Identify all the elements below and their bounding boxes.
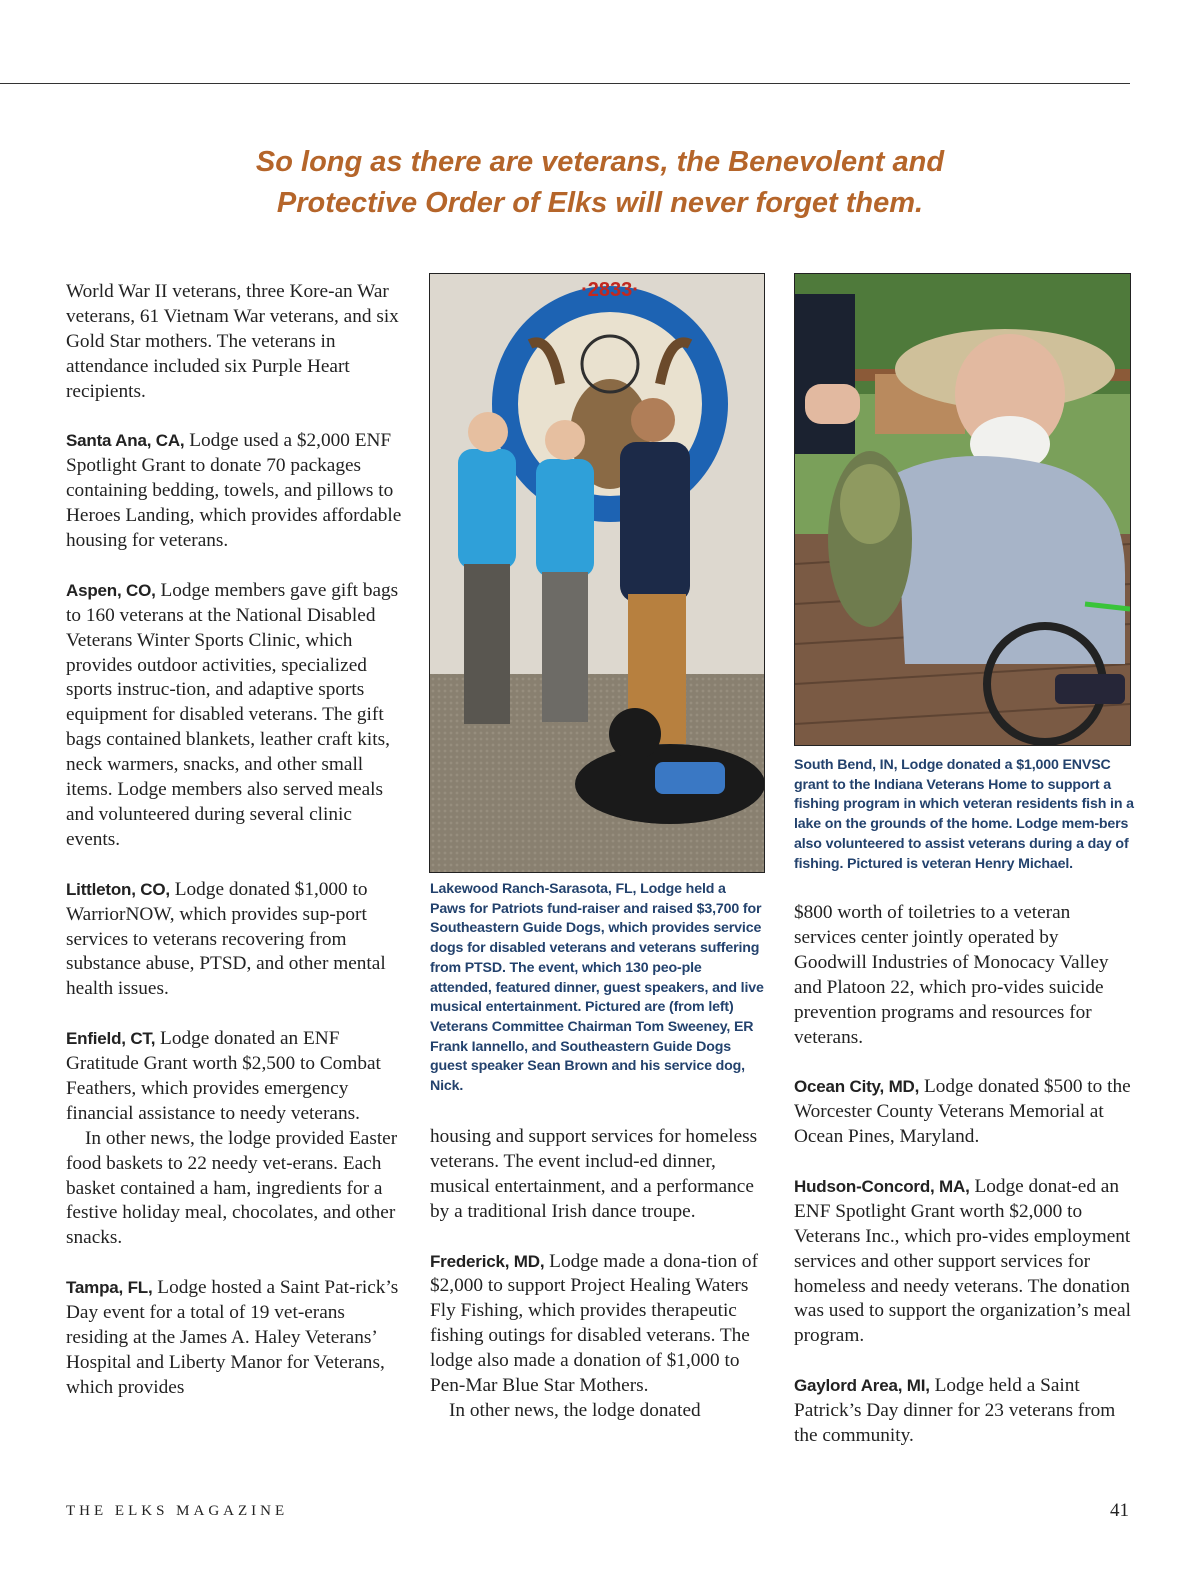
paragraph-santa-ana: Santa Ana, CA, Lodge used a $2,000 ENF Spotlight Grant to donate 70 packages containing bedding, towels, and pillows to Heroes Landing, which provides affordable housing for veterans. xyxy=(66,430,402,552)
caption-lakewood: Lakewood Ranch-Sarasota, FL, Lodge held a Paws for Patriots fund-raiser and raised $3,700 for Southeastern Guide Dogs, which provides service dogs for disabled veterans and veterans suffering from PTSD. The event, which 130 peo-ple attended, featured dinner, guest speakers, and live musical entertainment. Pictured are (from left) Veterans Committee Chairman Tom Sweeney, ER Frank Iannello, and Southeastern Guide Dogs guest speaker Sean Brown and his service dog, Nick. xyxy=(430,881,764,1095)
emblem-text: ·2833· xyxy=(581,279,639,301)
paragraph-aspen: Aspen, CO, Lodge members gave gift bags to 160 veterans at the National Disabled Veterans Winter Sports Clinic, which provides outdoor activities, specialized sports instruc-tion, and adaptive sports equipment for disabled veterans. The gift bags contained blankets, leather craft kits, neck warmers, snacks, and other small items. Lodge members also served meals and volunteered during several clinic events. xyxy=(66,579,399,850)
photo-illustration xyxy=(795,274,1130,745)
paragraph-hudson-concord: Hudson-Concord, MA, Lodge donat-ed an ENF Spotlight Grant worth $2,000 to Veterans Inc., which pro-vides employment services and other support services for homeless and needy veterans. The donation was used to support the organization’s meal program. xyxy=(794,1175,1131,1347)
paragraph-tampa-cont: housing and support services for homeless veterans. The event includ-ed dinner, musical entertainment, and a performance by a traditional Irish dance troupe. xyxy=(430,1126,758,1222)
left-text-column xyxy=(66,280,406,1401)
paragraph-enfield-news: In other news, the lodge provided Easter food baskets to 22 needy vet-erans. Each basket contained a ham, ingredients for a festive holiday meal, chocolates, and other snacks. xyxy=(66,1127,398,1249)
caption-south-bend: South Bend, IN, Lodge donated a $1,000 ENVSC grant to the Indiana Veterans Home to support a fishing program in which veteran residents fish in a lake on the grounds of the home. Lodge mem-bers also volunteered to assist veterans during a day of fishing. Pictured is veteran Henry Michael. xyxy=(794,757,1134,872)
headline-line-1: So long as there are veterans, the Benevolent and xyxy=(255,146,945,178)
photo-illustration xyxy=(430,274,764,872)
top-rule xyxy=(0,83,1130,84)
pull-quote-headline xyxy=(150,142,1050,224)
paragraph-frederick: Frederick, MD, Lodge made a dona-tion of $2,000 to support Project Healing Waters Fly Fishing, which provides therapeutic fishing outings for disabled veterans. The lodge also made a donation of $1,000 to Pen-Mar Blue Star Mothers. xyxy=(430,1250,758,1397)
footer-magazine-title: THE ELKS MAGAZINE xyxy=(66,1503,289,1519)
paragraph-littleton: Littleton, CO, Lodge donated $1,000 to WarriorNOW, which provides sup-port services to veterans recovering from substance abuse, PTSD, and other mental health issues. xyxy=(66,878,386,1000)
paragraph-tampa: Tampa, FL, Lodge hosted a Saint Pat-rick’s Day event for a total of 19 vet-erans residing at the James A. Haley Veterans’ Hospital and Liberty Manor for Veterans, which provides xyxy=(66,1277,399,1398)
paragraph-gaylord: Gaylord Area, MI, Lodge held a Saint Patrick’s Day dinner for 23 veterans from the community. xyxy=(794,1375,1116,1446)
page-number: 41 xyxy=(1110,1500,1129,1521)
photo-elks-service-dog xyxy=(429,273,765,873)
paragraph-ocean-city: Ocean City, MD, Lodge donated $500 to the Worcester County Veterans Memorial at Ocean Pines, Maryland. xyxy=(794,1076,1131,1148)
paragraph-frederick-news: In other news, the lodge donated xyxy=(449,1399,701,1421)
paragraph-enfield: Enfield, CT, Lodge donated an ENF Gratitude Grant worth $2,500 to Combat Feathers, which provides emergency financial assistance to needy veterans. xyxy=(66,1028,381,1124)
middle-text-column xyxy=(430,1125,770,1424)
paragraph-frederick-cont: $800 worth of toiletries to a veteran services center jointly operated by Goodwill Industries of Monocacy Valley and Platoon 22, which pro-vides suicide prevention programs and resources for veterans. xyxy=(794,902,1109,1048)
photo-veteran-fishing xyxy=(794,273,1131,746)
headline-line-2: Protective Order of Elks will never forget them. xyxy=(276,187,924,219)
paragraph: World War II veterans, three Kore-an War veterans, 61 Vietnam War veterans, and six Gold Star mothers. The veterans in attendance included six Purple Heart recipients. xyxy=(66,281,399,402)
right-text-column xyxy=(794,901,1134,1449)
